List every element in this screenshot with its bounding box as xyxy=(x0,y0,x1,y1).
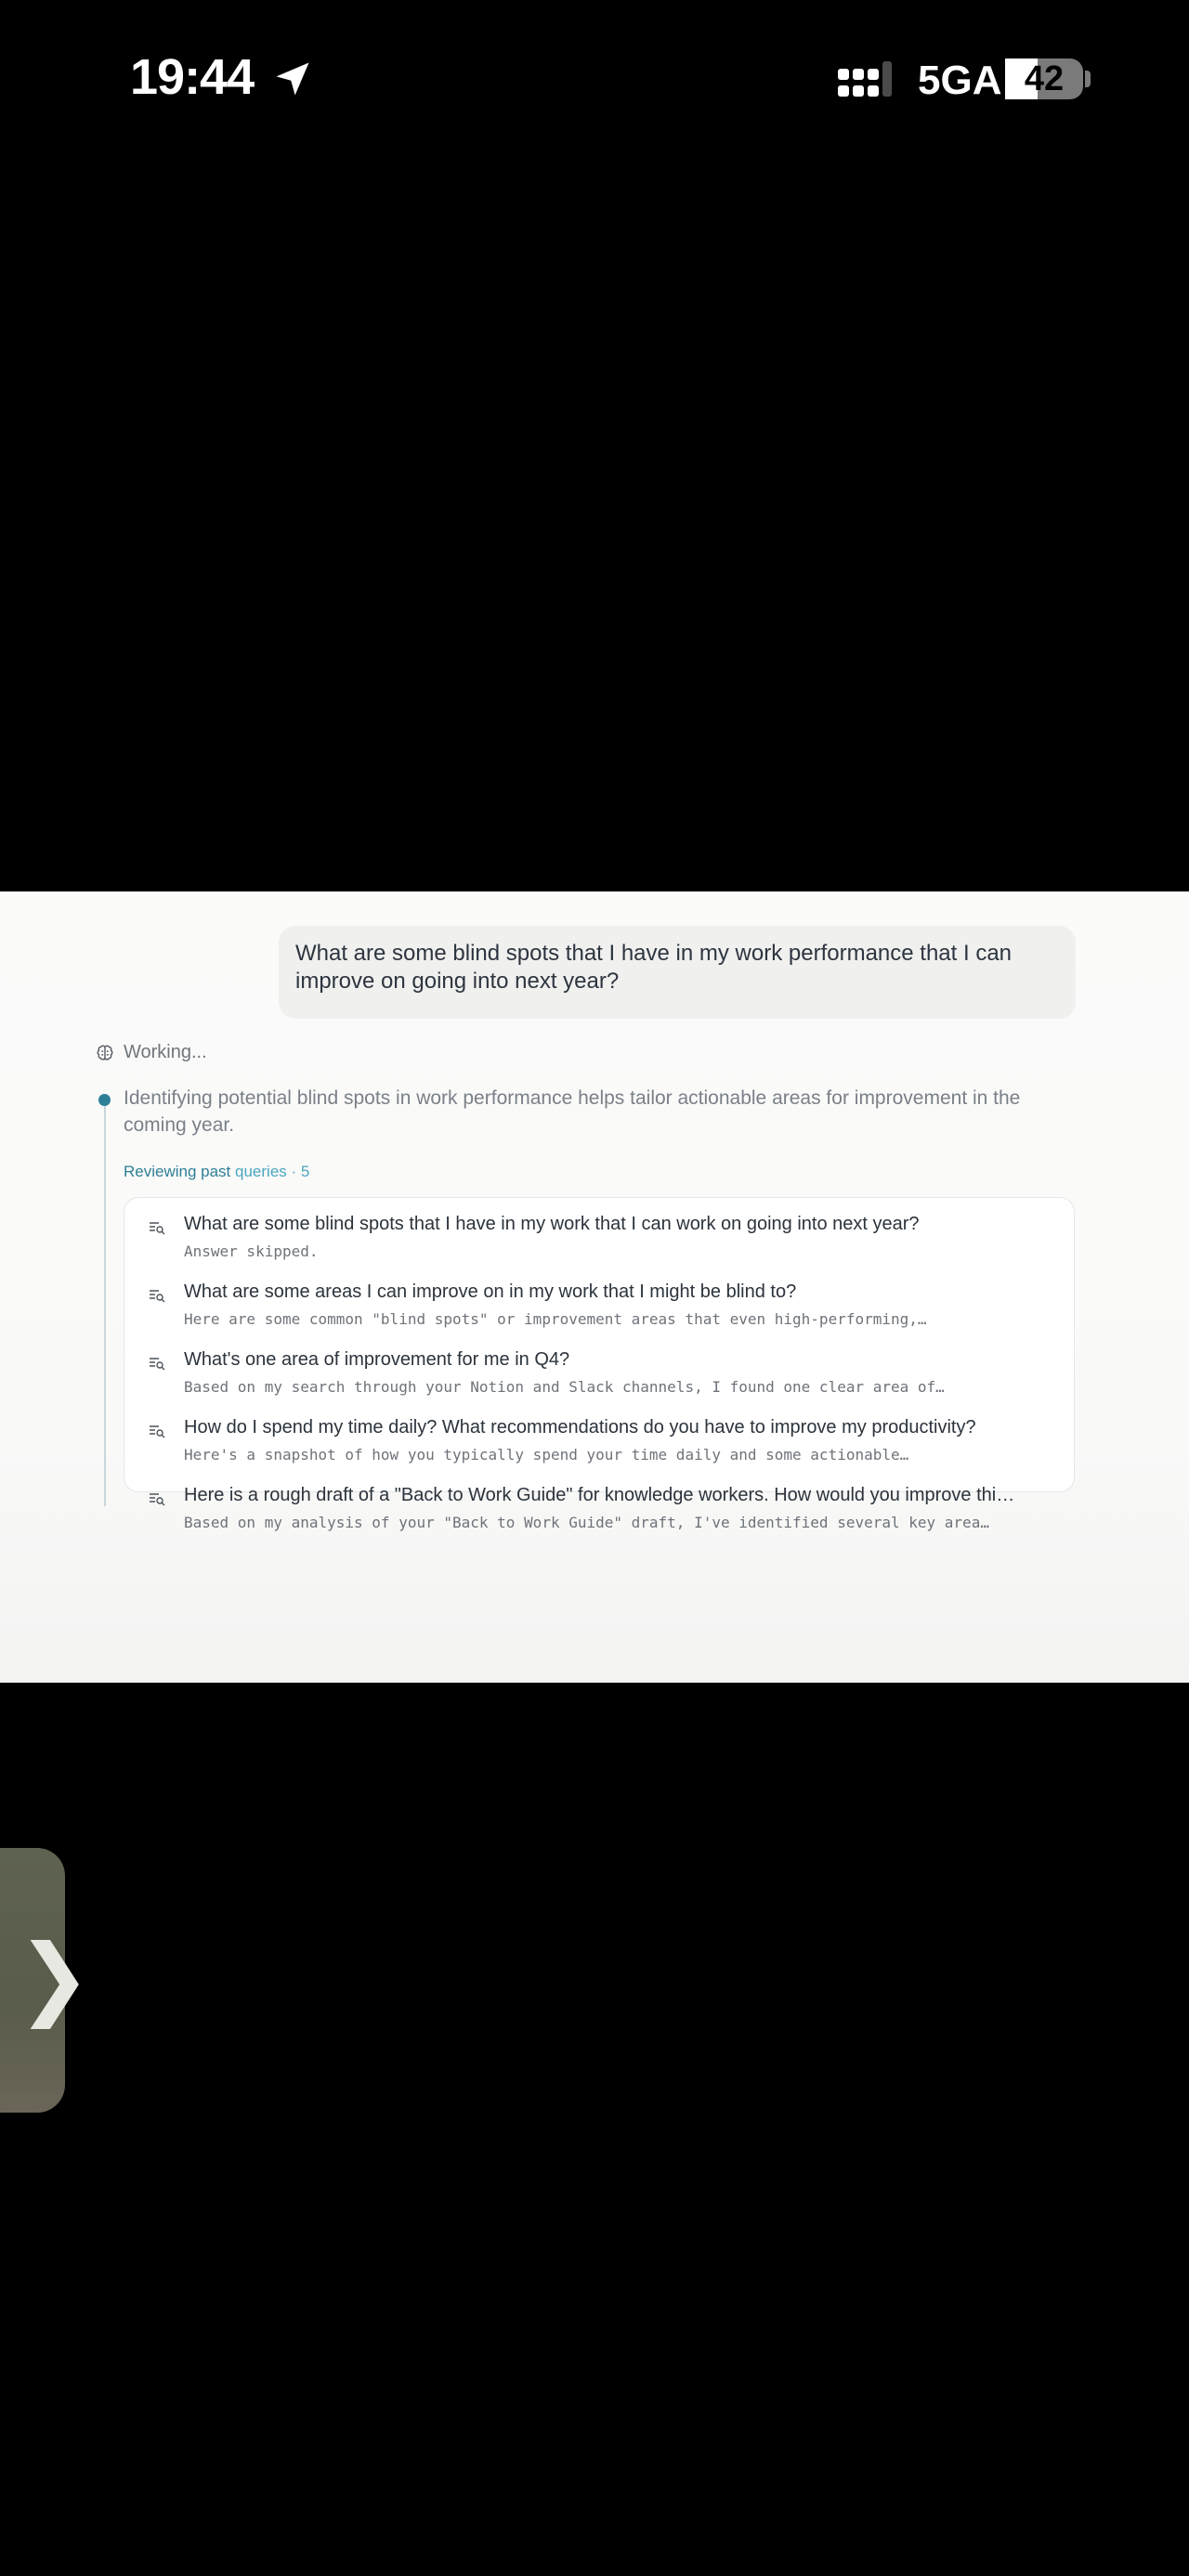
query-answer-preview: Answer skipped. xyxy=(184,1242,319,1260)
list-item[interactable] xyxy=(124,1334,1076,1401)
user-message-bubble: What are some blind spots that I have in my work performance that I can improve on going into next year? xyxy=(279,926,1076,1019)
section-label-prefix: Reviewing past xyxy=(124,1163,231,1180)
search-list-icon xyxy=(149,1288,165,1303)
query-title: What are some areas I can improve on in my work that I might be blind to? xyxy=(184,1281,797,1302)
chat-panel xyxy=(0,891,1189,1683)
battery-cap xyxy=(1085,71,1091,87)
timeline-dot xyxy=(98,1094,111,1106)
timeline-line xyxy=(104,1094,106,1506)
section-label-suffix: queries · 5 xyxy=(235,1163,310,1180)
working-status xyxy=(95,1042,207,1063)
reasoning-text: Identifying potential blind spots in work performance helps tailor actionable areas for improvement in the coming year. xyxy=(124,1087,1021,1136)
query-answer-preview: Based on my analysis of your "Back to Work Guide" draft, I've identified several key area… xyxy=(184,1514,989,1531)
status-time: 19:44 xyxy=(130,49,255,105)
query-answer-preview: Here's a snapshot of how you typically spend your time daily and some actionable… xyxy=(184,1446,909,1464)
reviewing-queries-toggle[interactable] xyxy=(124,1163,309,1181)
battery-level-text: 42 xyxy=(1024,59,1065,98)
list-item[interactable] xyxy=(124,1469,1076,1537)
cellular-signal-icon xyxy=(838,61,899,102)
query-answer-preview: Here are some common "blind spots" or improvement areas that even high-performing,… xyxy=(184,1310,927,1328)
query-title: What are some blind spots that I have in my work that I can work on going into next year? xyxy=(184,1214,920,1234)
query-answer-preview: Based on my search through your Notion and Slack channels, I found one clear area of… xyxy=(184,1378,945,1396)
search-list-icon xyxy=(149,1356,165,1371)
working-label: Working... xyxy=(124,1042,207,1062)
search-list-icon xyxy=(149,1491,165,1506)
location-arrow-icon xyxy=(273,59,312,98)
battery-indicator xyxy=(1005,59,1083,99)
list-item[interactable] xyxy=(124,1401,1076,1469)
query-title: What's one area of improvement for me in Q4? xyxy=(184,1349,570,1370)
network-type: 5GA xyxy=(918,58,1002,103)
past-queries-list[interactable] xyxy=(124,1197,1075,1531)
chevron-right-icon[interactable]: ❯ xyxy=(17,1925,92,2029)
search-list-icon xyxy=(149,1424,165,1438)
search-list-icon xyxy=(149,1220,165,1235)
query-title: How do I spend my time daily? What recommendations do you have to improve my productivity? xyxy=(184,1417,976,1438)
list-item[interactable] xyxy=(124,1266,1076,1334)
brain-icon xyxy=(95,1043,115,1063)
query-title: Here is a rough draft of a "Back to Work Guide" for knowledge workers. How would you improve thi… xyxy=(184,1485,1015,1505)
list-item[interactable] xyxy=(124,1198,1076,1266)
